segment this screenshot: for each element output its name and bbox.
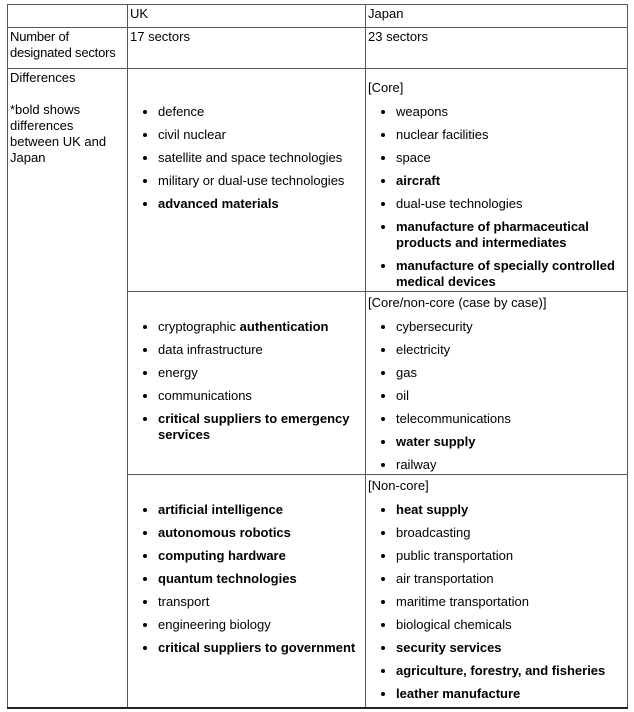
uk-section-1-list <box>130 104 363 212</box>
japan-noncore-heading: [Non-core] <box>368 478 429 493</box>
list-item <box>396 219 625 251</box>
list-item-text: space <box>396 150 431 165</box>
list-item <box>396 411 625 427</box>
list-item-text: civil nuclear <box>158 127 226 142</box>
list-item <box>158 342 363 358</box>
list-item <box>158 548 363 564</box>
list-item <box>396 594 625 610</box>
list-item <box>396 196 625 212</box>
list-item <box>396 388 625 404</box>
list-item-text: maritime transportation <box>396 594 529 609</box>
list-item-text: critical suppliers to government <box>158 640 356 655</box>
list-item-text: cybersecurity <box>396 319 473 334</box>
list-item <box>158 571 363 587</box>
uk-section-2-list <box>130 319 363 443</box>
list-item <box>158 365 363 381</box>
list-item <box>396 502 625 518</box>
differences-cell <box>8 69 128 709</box>
list-item-text: cryptographic <box>158 319 240 334</box>
list-item <box>396 686 625 702</box>
section-core-row <box>8 69 628 292</box>
japan-section-3-list <box>368 502 625 702</box>
japan-section-1-cell <box>366 69 628 292</box>
list-item <box>158 196 363 212</box>
list-item-text: gas <box>396 365 417 380</box>
japan-column-header: Japan <box>366 5 628 28</box>
japan-core-noncore-heading: [Core/non-core (case by case)] <box>368 295 547 310</box>
designated-sectors-row <box>8 28 628 69</box>
list-item-text: energy <box>158 365 198 380</box>
differences-label: Differences <box>10 70 76 85</box>
list-item-text: critical suppliers to emergency services <box>158 411 350 442</box>
list-item <box>158 388 363 404</box>
list-item <box>158 502 363 518</box>
list-item <box>396 434 625 450</box>
list-item <box>158 173 363 189</box>
list-item-text: air transportation <box>396 571 494 586</box>
list-item-text: artificial intelligence <box>158 502 283 517</box>
list-item-text: aircraft <box>396 173 441 188</box>
list-item-text: leather manufacture <box>396 686 521 701</box>
list-item-text: communications <box>158 388 252 403</box>
list-item-text: electricity <box>396 342 451 357</box>
list-item <box>396 663 625 679</box>
list-item-text: data infrastructure <box>158 342 263 357</box>
list-item-text: railway <box>396 457 437 472</box>
uk-sector-count: 17 sectors <box>128 28 366 69</box>
list-item-text: manufacture of specially controlled medical devices <box>396 258 615 289</box>
list-item-text: telecommunications <box>396 411 511 426</box>
list-item-text: defence <box>158 104 205 119</box>
list-item <box>396 525 625 541</box>
list-item <box>396 342 625 358</box>
japan-sector-count: 23 sectors <box>366 28 628 69</box>
japan-core-heading: [Core] <box>368 80 404 95</box>
list-item-text: oil <box>396 388 410 403</box>
list-item <box>396 457 625 473</box>
uk-section-1-cell <box>128 69 366 292</box>
list-item-text: authentication <box>239 319 329 334</box>
list-item-text: dual-use technologies <box>396 196 523 211</box>
list-item-text: autonomous robotics <box>158 525 291 540</box>
list-item <box>158 150 363 166</box>
list-item <box>158 411 363 443</box>
designated-sectors-label: Number of designated sectors <box>8 28 128 69</box>
list-item-text: quantum technologies <box>158 571 297 586</box>
list-item <box>158 104 363 120</box>
list-item-text: nuclear facilities <box>396 127 489 142</box>
list-item <box>396 258 625 290</box>
japan-section-2-list <box>368 319 625 473</box>
uk-section-2-cell <box>128 292 366 475</box>
list-item-text: biological chemicals <box>396 617 512 632</box>
list-item <box>158 525 363 541</box>
list-item <box>396 548 625 564</box>
list-item-text: broadcasting <box>396 525 471 540</box>
list-item-text: heat supply <box>396 502 469 517</box>
list-item <box>396 640 625 656</box>
list-item-text: security services <box>396 640 502 655</box>
bold-note: *bold shows differences between UK and Japan <box>10 102 107 165</box>
sector-comparison-table <box>7 4 628 709</box>
list-item-text: water supply <box>396 434 476 449</box>
list-item-text: public transportation <box>396 548 514 563</box>
list-item-text: manufacture of pharmaceutical products and intermediates <box>396 219 589 250</box>
list-item-text: transport <box>158 594 210 609</box>
list-item <box>396 319 625 335</box>
list-item <box>396 127 625 143</box>
list-item-text: weapons <box>396 104 449 119</box>
uk-column-header: UK <box>128 5 366 28</box>
list-item <box>396 617 625 633</box>
corner-cell <box>8 5 128 28</box>
list-item-text: agriculture, forestry, and fisheries <box>396 663 606 678</box>
list-item <box>158 617 363 633</box>
japan-section-2-cell <box>366 292 628 475</box>
list-item <box>396 104 625 120</box>
header-row <box>8 5 628 28</box>
list-item <box>396 173 625 189</box>
list-item-text: advanced materials <box>158 196 279 211</box>
list-item <box>158 319 363 335</box>
uk-section-3-cell <box>128 475 366 709</box>
uk-section-3-list <box>130 502 363 656</box>
japan-section-3-cell <box>366 475 628 709</box>
list-item-text: engineering biology <box>158 617 271 632</box>
list-item <box>396 150 625 166</box>
list-item <box>158 594 363 610</box>
list-item <box>396 365 625 381</box>
list-item <box>158 640 363 656</box>
list-item <box>396 571 625 587</box>
japan-section-1-list <box>368 104 625 290</box>
list-item-text: satellite and space technologies <box>158 150 343 165</box>
list-item-text: computing hardware <box>158 548 286 563</box>
list-item-text: military or dual-use technologies <box>158 173 345 188</box>
list-item <box>158 127 363 143</box>
